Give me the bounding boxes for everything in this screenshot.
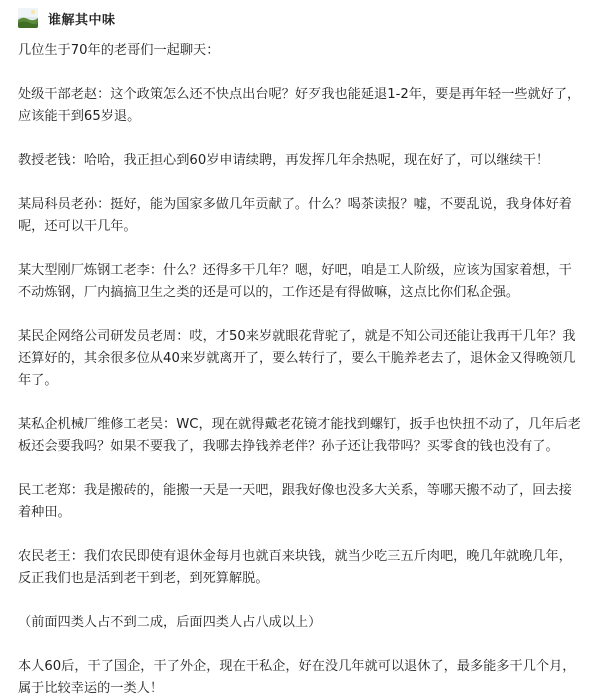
paragraph-sun: 某局科员老孙：挺好，能为国家多做几年贡献了。什么？喝茶读报？嘘，不要乱说，我身体好着呢，还可以干几年。 (18, 197, 572, 234)
paragraph-intro: 几位生于70年的老哥们一起聊天： (18, 43, 220, 58)
post-body (18, 40, 584, 700)
paragraph-author-self: 本人60后，干了国企，干了外企，现在干私企，好在没几年就可以退休了，最多能多干几个月，属于比较幸运的一类人！ (18, 659, 576, 696)
paragraph-wu: 某私企机械厂维修工老吴：WC，现在就得戴老花镜才能找到螺钉，扳手也快扭不动了，几年后老板还会要我吗？如果不要我了，我哪去挣钱养老伴？孙子还让我带吗？买零食的钱也没有了。 (18, 417, 581, 454)
landscape-avatar-icon[interactable] (18, 8, 38, 28)
paragraph-zheng: 民工老郑：我是搬砖的，能搬一天是一天吧，跟我好像也没多大关系，等哪天搬不动了，回去接着种田。 (18, 483, 572, 520)
paragraph-zhou: 某民企网络公司研发员老周：哎，才50来岁就眼花背驼了，就是不知公司还能让我再干几年？我还算好的，其余很多位从40来岁就离开了，要么转行了，要么干脆养老去了，退休金又得晚领几年了。 (18, 329, 576, 388)
author-name[interactable]: 谁解其中味 (48, 12, 116, 28)
author-header (18, 7, 116, 29)
paragraph-li: 某大型刚厂炼钢工老李：什么？还得多干几年？嗯，好吧，咱是工人阶级，应该为国家着想，干不动炼钢，厂内搞搞卫生之类的还是可以的，工作还是有得做嘛，这点比你们私企强。 (18, 263, 572, 300)
paragraph-wang: 农民老王：我们农民即使有退休金每月也就百来块钱，就当少吃三五斤肉吧，晚几年就晚几年，反正我们也是活到老干到老，到死算解脱。 (18, 549, 572, 586)
paragraph-qian: 教授老钱：哈哈，我正担心到60岁申请续聘，再发挥几年余热呢，现在好了，可以继续干！ (18, 153, 550, 168)
paragraph-note: （前面四类人占不到二成，后面四类人占八成以上） (18, 615, 322, 630)
paragraph-zhao: 处级干部老赵：这个政策怎么还不快点出台呢？好歹我也能延退1-2年，要是再年轻一些就好了，应该能干到65岁退。 (18, 87, 581, 124)
